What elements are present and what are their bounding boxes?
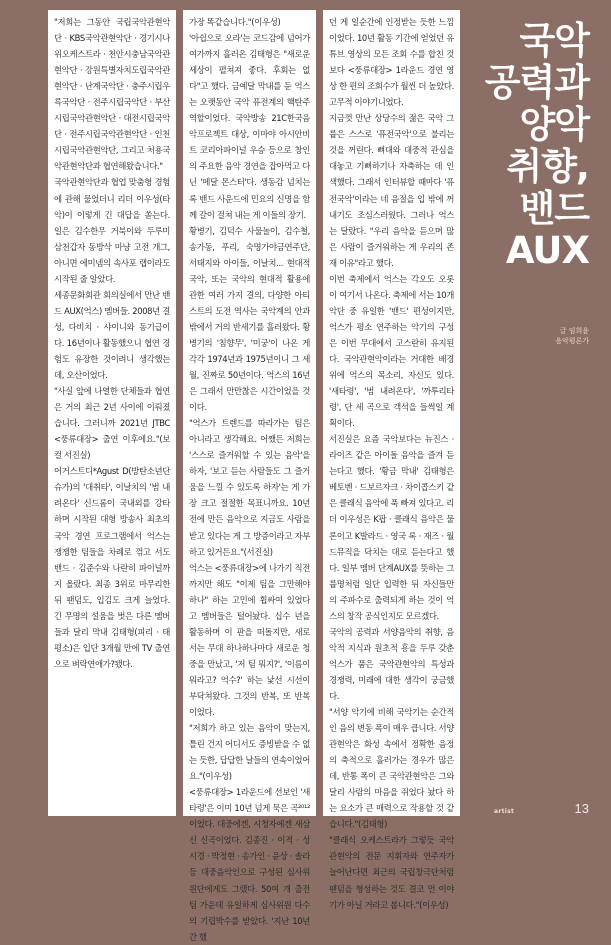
paragraph: 서진실은 요즘 국악보다는 뉴진스 · 라이즈 같은 아이돌 음악을 즐겨 듣는다고 했다. '황금 막내' 김태형은 베토벤 · 드보르자크 · 차이콥스키 같은 클래식 음악에 푹 빠져 있다고. 리더 이우성은 K팝 · 클래식 음악은 물론이고 K발라드 · 영국 록 · 재즈 · 월드뮤직을 닥치는 대로 듣는다고 했다. 일부 멤버 단계AUX를 뜻하는 그룹명처럼 일단 입력한 뒤 자신들만의 주파수로 출력되게 하는 것이 억스의 창작 공식인지도 모르겠다.	[329, 434, 454, 621]
paragraph: 세종문화회관 회의실에서 만난 밴드 AUX(억스) 멤버들. 2008년 결성, 다비치 · 샤이니와 동기급이다. 16년이나 활동했으니 협연 경험도 유장한 것이려니 생각했는데, 오산이었다.	[54, 289, 170, 381]
paragraph: 가장 똑같습니다."(이우성)	[189, 17, 281, 27]
paragraph: "서양 악기에 비해 국악기는 순간적인 음의 변동 폭이 매우 큽니다. 서양 관현악은 화성 속에서 정확한 음정의 축적으로 흘러가는 경우가 많은데, 반통 폭이 큰 국악관현악은 그와 달리 사람의 마음을 쥐었다 놨다 하는 요소가 큰 매력으로 작용할 것 같습니다."(김태형)	[329, 707, 454, 830]
byline-role: 음악평론가	[555, 337, 589, 345]
paragraph: 국악의 공력과 서양음악의 취향, 음악적 지식과 원초적 흥을 두루 갖춘 억스가 품은 국악관현악의 특성과 경쟁력, 미래에 대한 생각이 궁금했다.	[329, 626, 454, 701]
title-line: 양악	[519, 103, 589, 146]
article-title	[471, 20, 589, 272]
title-line: 취향,	[506, 145, 589, 188]
paragraph: 어거스트디*Agust D(방탄소년단 슈가)의 '대취타', 이날치의 '범 내려온다' 신드롬이 국내외를 강타하며 시작된 대형 방송사 최초의 국악 경연 프로그램에서 억스는 쟁쟁한 팀들을 차례로 꺾고 서도밴드 · 김준수와 나란히 파이널까지 올랐다. 최종 3위로 마무리한 뒤 팬덤도, 입김도 크게 늘었다. 긴 무명의 설움을 벗은 다른 멤버들과 달리 막내 김태형(피리 · 태평소)은 입단 3개월 만에 TV 출연으로 벼락연애가?됐다.	[54, 466, 170, 669]
paragraph: '아쉽으로 오라'는 코드감에 넘어가 여가까지 흘러온 김태형은 "새로운 세상이 펼쳐져 좋다. 후회는 없다"고 했다. 금예달 막내를 둔 억스는 오랫동안 국악 퓨전계의 핵탄주 역할이었다. 국악방송 21C한국음악프로젝트 대상, 이마야 아시안비트 코리아파이널 우승 등으로 창인의 주요한 음악 경연을 잡아먹고 다닌 '메달 몬스터'다. 생동감 넘치는 록 밴드 사운드에 민요의 신명을 함께 갈이 걸쳐 내는 게 이들의 장기.	[189, 33, 310, 220]
article-column-2	[183, 10, 316, 942]
paragraph: "저희는 그동안 국립국악관현악단 · KBS국악관현악단 · 경기시나위오케스트라 · 천안시충남국악관현악단 · 강원특별자치도립국악관현악단 · 난계국악단 · 충주시립우륵국악단 · 전주시립국악단 · 부산시립국악관현악단 · 대전시립국악단 · 전주시립국악관현악단 · 인천시립국악관현악단, 그리고 처용국악관현악단과 협연해왔습니다."	[54, 17, 170, 172]
title-line: AUX	[505, 229, 589, 272]
title-line: 국악	[519, 19, 589, 62]
paragraph: <풍류대장> 1라운드에 선보인 '새타령'은 이미 10년 넘게 묵은 곡²⁰¹²이었다. 대중에겐, 시청자에겐 새삼신 신곡이었다. 김종진 · 이적 · 성시경 · 박정현 · 송가인 · 윤상 · 솔라 등 대중음악인으로 구성된 심사위원단에게도 그랬다. 50여 개 출전팀 가운데 유일하게 심사위원 다수의 기립박수를 받았다. '지난 10년간 했	[189, 787, 310, 942]
article-column-3	[323, 10, 460, 910]
paragraph: 황병기, 김덕수 사물놀이, 김수철, 송가동, 푸리, 숙명가야금연주단, 서태지와 아이들, 이날치... 현대적 국악, 또는 국악의 현대적 활용에 관한 여러 가지 결의, 다양한 아티스트의 도전 역사는 국악계의 안과 밖에서 거의 반세기를 흘러왔다. 황병기의 '침향무', '미궁'이 나온 게 각각 1974년과 1975년이니 그 세월, 진짜로 50년이다. 억스의 16년은 그래서 만만찮은 시간이었을 것이다.	[189, 225, 310, 413]
page-number: 13	[574, 801, 589, 816]
paragraph: 던 게 일순간에 인정받는 듯한 느낌이었다. 10년 활동 기간에 얻었던 유튜브 영상의 모든 조회 수를 합친 것보다 <풍류대장> 1라운드 경연 영상 한 편의 조회수가 월씬 더 높았다. 고무적 이야기니었다.	[329, 17, 454, 108]
paragraph: 억스는 <풍류대장>에 나가기 직전까지만 해도 "이제 팀을 그만해야 하나" 하는 고민에 휩싸여 있었다고 멤버들은 털어놨다. 십수 년을 활동하며 이 판을 떠돌지만, 새로 서는 무대 하나하나마다 새로운 청중을 만났고, '저 팀 뭐지?', '이름이 뭐라고? 억수?' 하는 낯선 시선이 부닥쳐왔다. 그것의 반복, 또 반복이었다.	[189, 562, 310, 718]
paragraph: "억스가 트렌드를 따라가는 팀은 아니라고 생각해요. 어쨌든 저희는 '스스로 즐거워할 수 있는 음악'을 하자, '보고 듣는 사람들도 그 즐거움을 느낄 수 있도록 하자'는 게 가장 크고 절절한 목표니까요. 10년 전에 만든 음악으로 지금도 사람을 받고 있다는 게 그 방증이라고 자부하고 있거든요."(서진실)	[189, 418, 310, 557]
paragraph: 이번 축제에서 억스는 각오도 오롯이 여기서 나온다. 축제에 서는 10개 악단 중 유일한 '밴드' 편성이지만, 억스가 평소 연주하는 악기의 구성은 이번 무대에서 고스란히 유지된다. 국악관현악이라는 거대한 배경 위에 억스의 목소리, 자신도 있다. '새타령', '범 내려온다', '까투리타령', 단 세 곡으로 객석을 들썩일 계획이다.	[329, 273, 454, 429]
magazine-name: artist	[494, 808, 515, 815]
paragraph: 국악관현악단과 협업 맞춤형 경험에 관해 물었더니 리더 이우성(타악)이 이렇게 긴 대답을 쏟는다. 일은 김수한무 거북이와 두루미 삼천갑자 동방삭 마냥 고전 개그, 아니면 에미넴의 속사포 랩이라도 시작된 줄 알았다.	[54, 177, 170, 284]
byline	[555, 326, 589, 346]
paragraph: "저희가 하고 있는 음악이 맞는지, 틀린 건지 어디서도 증빙받을 수 없는 듯한, 답답한 날들의 연속이었어요."(이우성)	[189, 723, 310, 782]
paragraph: "클래식 오케스트라가 그렇듯 국악관현악의 전문 지휘자와 연주자가 늘어난다면 최근의 국립창극단처럼 팬덤을 형성하는 것도 결코 먼 이야기가 아닐 거라고 봅니다."(이우성)	[329, 835, 454, 910]
byline-author: 글 임희윤	[559, 327, 589, 335]
title-line: 밴드	[519, 187, 589, 230]
article-column-1	[48, 10, 176, 816]
paragraph: "사실 앞에 나열한 단체들과 협연은 거의 최근 2년 사이에 이뤄졌습니다. 그러니까 2021년 JTBC <풍류대장> 출연 이후에요."(보컬 서진실)	[54, 386, 170, 461]
title-line: 공력과	[484, 61, 589, 104]
paragraph: 지금껏 만난 상당수의 젊은 국악 그룹은 스스로 '퓨전국악'으로 불리는 것을 꺼린다. 뼈대와 대중적 관심을 대놓고 기뻐하기나 자축하는 데 인색했다. 그래서 인터뷰할 때마다 '퓨전국악'이라는 네 음절을 입 밖에 꺼내기도 조심스러웠다. 그러나 억스는 달랐다. "우리 음악을 듣으며 많은 사람이 즐거워하는 게 우리의 존재 이유"라고 했다.	[329, 113, 454, 268]
